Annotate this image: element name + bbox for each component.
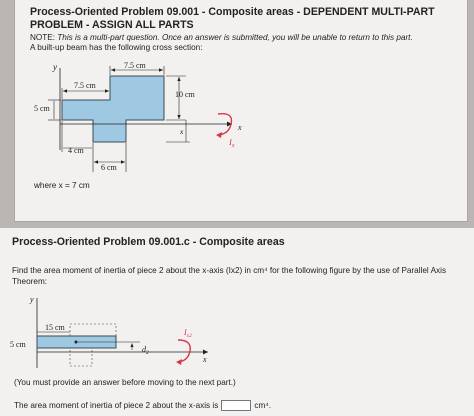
problem-title: Process-Oriented Problem 09.001 - Composite areas - DEPENDENT MULTI-PART PROBLEM - ASSIGN ALL PARTS: [30, 6, 435, 31]
moment2-label: I: [184, 328, 187, 337]
intro-text: A built-up beam has the following cross section:: [30, 43, 203, 52]
answer-row: [14, 400, 271, 411]
svg-text:d2: [142, 345, 149, 356]
subproblem-prompt: Find the area moment of inertia of piece 2 about the x-axis (Ix2) in cm⁴ for the following figure by the use of Parallel Axis Theorem:: [12, 266, 447, 286]
dim-bottom-mid-label: 6 cm: [101, 163, 117, 172]
where-text: where x = 7 cm: [34, 181, 90, 190]
must-answer-note: (You must provide an answer before moving to the next part.): [14, 378, 236, 387]
dim-top-label: 7.5 cm: [124, 61, 146, 70]
note-label: NOTE:: [30, 33, 58, 42]
dim-left-side-label: 5 cm: [34, 104, 50, 113]
fig2-y-label: y: [30, 295, 34, 304]
moment2-sub: x2: [186, 333, 192, 339]
full-section-outline-bottom: [70, 348, 92, 366]
answer-input[interactable]: [221, 400, 251, 411]
fig1-y-label: y: [53, 62, 57, 72]
fig2-d-label: d: [142, 345, 146, 354]
dim-bottom-left-label: 4 cm: [68, 146, 84, 155]
svg-text:Ix2: [183, 328, 192, 339]
answer-prefix: The area moment of inertia of piece 2 about the x-axis is: [14, 401, 219, 410]
dim-x-label: x: [180, 127, 184, 136]
fig2-dim-top-label: 15 cm: [45, 323, 65, 332]
fig2-dim-left-label: 5 cm: [10, 340, 26, 349]
note-text: This is a multi-part question. Once an answer is submitted, you will be unable to return to this part.: [57, 33, 413, 42]
moment-sub: x: [231, 143, 235, 149]
moment2-arrow-icon: [178, 340, 190, 362]
dim-left-top-label: 7.5 cm: [74, 81, 96, 90]
moment-label: I: [229, 137, 232, 147]
answer-unit: cm⁴.: [254, 401, 272, 410]
piece2-figure: [0, 228, 474, 378]
fig2-x-label: x: [203, 355, 207, 364]
svg-text:Ix: [228, 137, 235, 149]
dim-right-label: 10 cm: [175, 90, 195, 99]
fig1-x-label: x: [238, 123, 242, 132]
piece2-centroid: [75, 341, 78, 344]
subproblem-heading: Process-Oriented Problem 09.001.c - Composite areas: [12, 236, 285, 248]
fig2-d-sub: 2: [146, 350, 149, 356]
